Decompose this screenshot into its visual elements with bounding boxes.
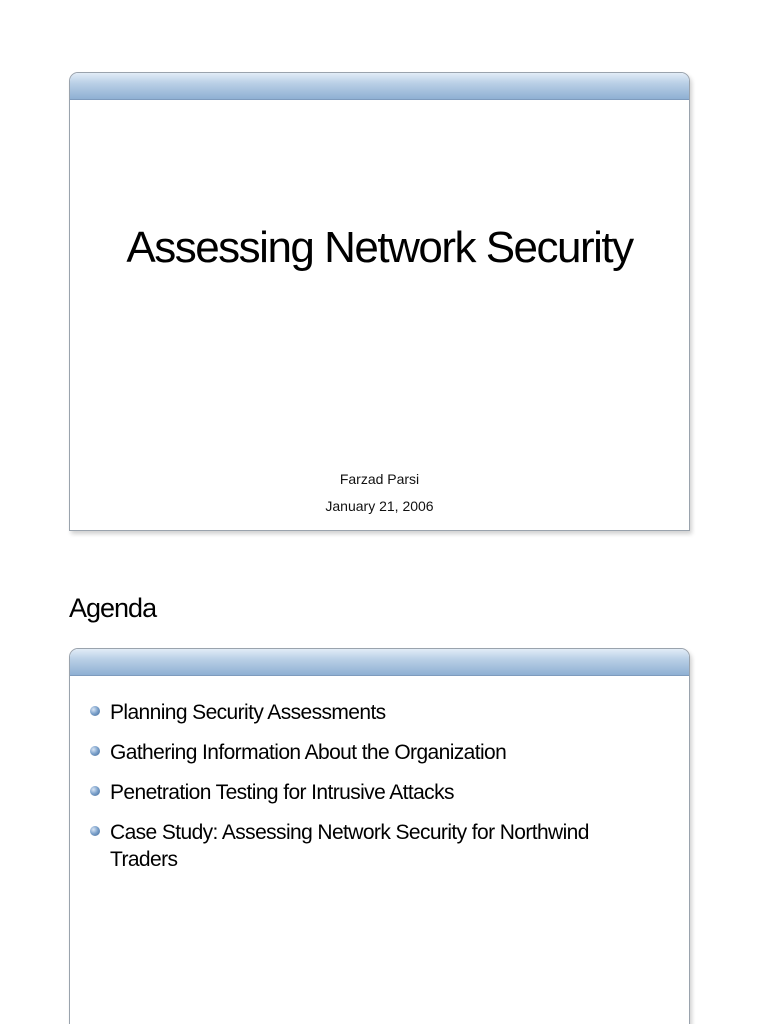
- title-slide: [69, 72, 690, 531]
- agenda-item: [90, 779, 649, 806]
- slide-title: Assessing Network Security: [126, 223, 633, 272]
- round-bullet-icon: [90, 746, 100, 756]
- round-bullet-icon: [90, 706, 100, 716]
- agenda-item-text: Penetration Testing for Intrusive Attacks: [110, 781, 454, 804]
- agenda-item: [90, 739, 649, 766]
- round-bullet-icon: [90, 826, 100, 836]
- agenda-item-text: Planning Security Assessments: [110, 701, 386, 724]
- author-name: Farzad Parsi: [339, 471, 420, 487]
- agenda-list: [90, 699, 649, 886]
- agenda-slide: [69, 648, 690, 1024]
- slide-header-band: [70, 73, 689, 100]
- round-bullet-icon: [90, 786, 100, 796]
- presentation-date: January 21, 2006: [325, 498, 434, 514]
- slide-header-band: [70, 649, 689, 676]
- agenda-item: [90, 819, 649, 873]
- agenda-heading: Agenda: [69, 593, 157, 623]
- agenda-item: [90, 699, 649, 726]
- agenda-item-text: Case Study: Assessing Network Security for Northwind Traders: [110, 821, 589, 871]
- agenda-item-text: Gathering Information About the Organization: [110, 741, 507, 764]
